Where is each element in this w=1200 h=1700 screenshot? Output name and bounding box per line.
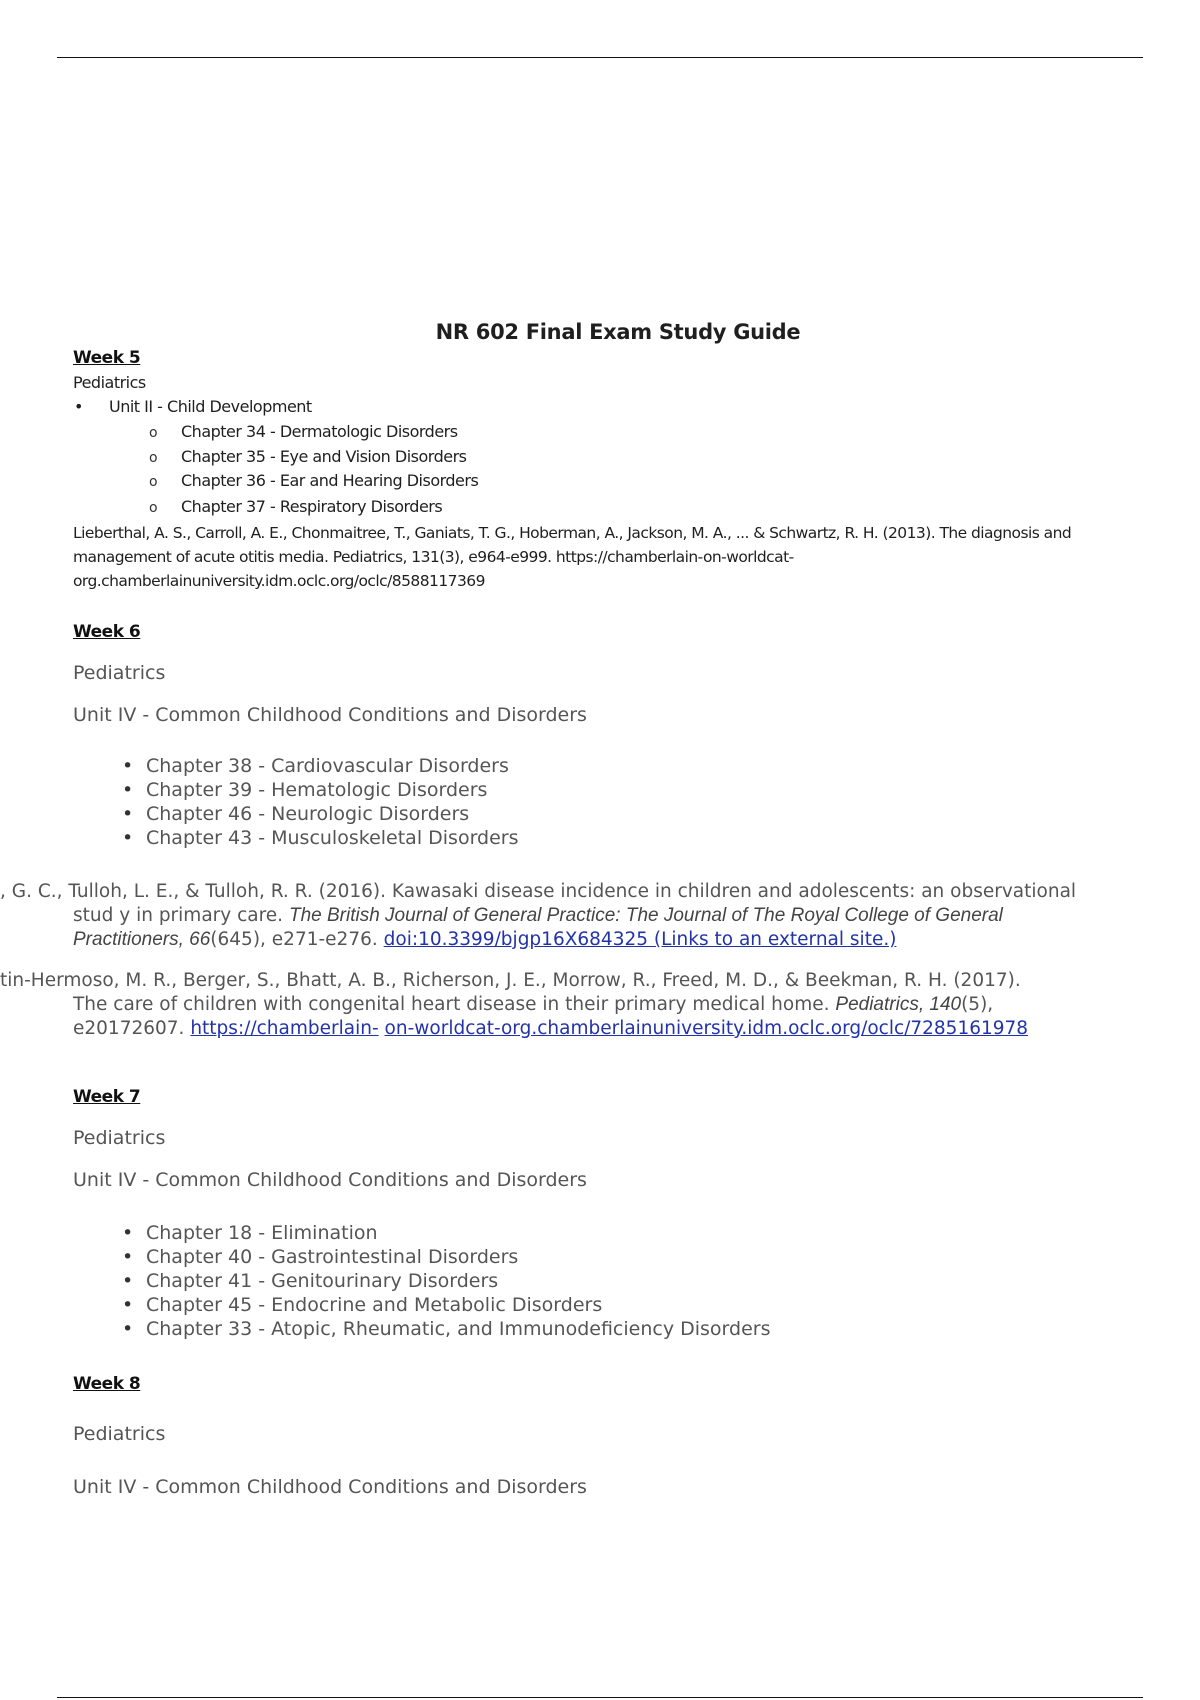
- bullet-icon: •: [122, 1270, 134, 1292]
- header-rule: [57, 57, 1143, 58]
- week-6-unit: Unit IV - Common Childhood Conditions and Disorders: [73, 704, 587, 726]
- doi-link[interactable]: doi:10.3399/bjgp16X684325 (Links to an external site.): [383, 929, 897, 950]
- list-item: • Chapter 38 - Cardiovascular Disorders: [122, 755, 509, 777]
- bullet-icon: •: [74, 397, 83, 416]
- week-6-reference-2-line-1: tin-Hermoso, M. R., Berger, S., Bhatt, A. B., Richerson, J. E., Morrow, R., Freed, M. D., & Beekman, R. H. (2017).: [0, 970, 1021, 991]
- list-item: • Chapter 43 - Musculoskeletal Disorders: [122, 827, 519, 849]
- circle-bullet-icon: o: [149, 474, 158, 490]
- bullet-icon: •: [122, 1222, 134, 1244]
- list-item: • Chapter 41 - Genitourinary Disorders: [122, 1270, 499, 1292]
- list-item: • Chapter 18 - Elimination: [122, 1222, 378, 1244]
- week-5-unit: Unit II - Child Development: [109, 397, 312, 416]
- circle-bullet-icon: o: [149, 500, 158, 516]
- week-8-subject: Pediatrics: [73, 1423, 166, 1445]
- week-6-reference-1-line-3: Practitioners, 66(645), e271-e276. doi:10.3399/bjgp16X684325 (Links to an external site.): [73, 929, 897, 950]
- week-8-unit: Unit IV - Common Childhood Conditions and Disorders: [73, 1476, 587, 1498]
- week-7-chapter-list: [122, 1221, 771, 1341]
- week-6-subject: Pediatrics: [73, 662, 166, 684]
- circle-bullet-icon: o: [149, 425, 158, 441]
- week-6-reference-1-line-1: , G. C., Tulloh, L. E., & Tulloh, R. R. (2016). Kawasaki disease incidence in children and adolescents: an observational: [0, 881, 1077, 902]
- list-item: • Chapter 33 - Atopic, Rheumatic, and Immunodeficiency Disorders: [122, 1318, 771, 1340]
- bullet-icon: •: [122, 1294, 134, 1316]
- week-6-reference-2-line-2: The care of children with congenital heart disease in their primary medical home. Pediatrics, 140(5),: [73, 994, 994, 1015]
- bullet-icon: •: [122, 779, 134, 801]
- week-5-reference: Lieberthal, A. S., Carroll, A. E., Chonmaitree, T., Ganiats, T. G., Hoberman, A., Jackson, M. A., ... & Schwartz, R. H. (2013). The diagnosis and management of acute otitis media. Pediatrics, 131(3), e964-e999. https://chamberlain-on-worldcat-org.chamberlainuniversity.idm.oclc.org/oclc/8588117369: [73, 524, 1072, 590]
- week-8-heading: Week 8: [73, 1374, 141, 1394]
- week-6-chapter-list: [122, 754, 519, 850]
- bullet-icon: •: [122, 1318, 134, 1340]
- list-item: o Chapter 36 - Ear and Hearing Disorders: [149, 471, 479, 490]
- bullet-icon: •: [122, 755, 134, 777]
- week-5-subject: Pediatrics: [73, 373, 146, 392]
- week-6-heading: Week 6: [73, 622, 141, 642]
- circle-bullet-icon: o: [149, 450, 158, 466]
- week-5-heading: Week 5: [73, 348, 141, 368]
- week-7-unit: Unit IV - Common Childhood Conditions and Disorders: [73, 1169, 587, 1191]
- list-item: o Chapter 37 - Respiratory Disorders: [149, 497, 443, 516]
- bullet-icon: •: [122, 1246, 134, 1268]
- week-7-heading: Week 7: [73, 1087, 141, 1107]
- week-6-reference-1-line-2: stud y in primary care. The British Journal of General Practice: The Journal of The Royal College of General: [73, 905, 1003, 926]
- list-item: • Chapter 40 - Gastrointestinal Disorders: [122, 1246, 519, 1268]
- page-title: NR 602 Final Exam Study Guide: [435, 320, 801, 344]
- list-item: o Chapter 34 - Dermatologic Disorders: [149, 422, 458, 441]
- list-item: • Chapter 45 - Endocrine and Metabolic Disorders: [122, 1294, 603, 1316]
- week-7-subject: Pediatrics: [73, 1127, 166, 1149]
- list-item: • Chapter 46 - Neurologic Disorders: [122, 803, 470, 825]
- footer-rule: [57, 1697, 1143, 1698]
- reference-link-part-1[interactable]: https://chamberlain-: [190, 1018, 379, 1039]
- list-item: o Chapter 35 - Eye and Vision Disorders: [149, 447, 467, 466]
- reference-link-part-2[interactable]: on-worldcat-org.chamberlainuniversity.idm.oclc.org/oclc/7285161978: [384, 1018, 1029, 1039]
- bullet-icon: •: [122, 827, 134, 849]
- list-item: • Chapter 39 - Hematologic Disorders: [122, 779, 488, 801]
- bullet-icon: •: [122, 803, 134, 825]
- week-6-reference-2-line-3: e20172607. https://chamberlain- on-worldcat-org.chamberlainuniversity.idm.oclc.org/oclc/7285161978: [73, 1018, 1029, 1039]
